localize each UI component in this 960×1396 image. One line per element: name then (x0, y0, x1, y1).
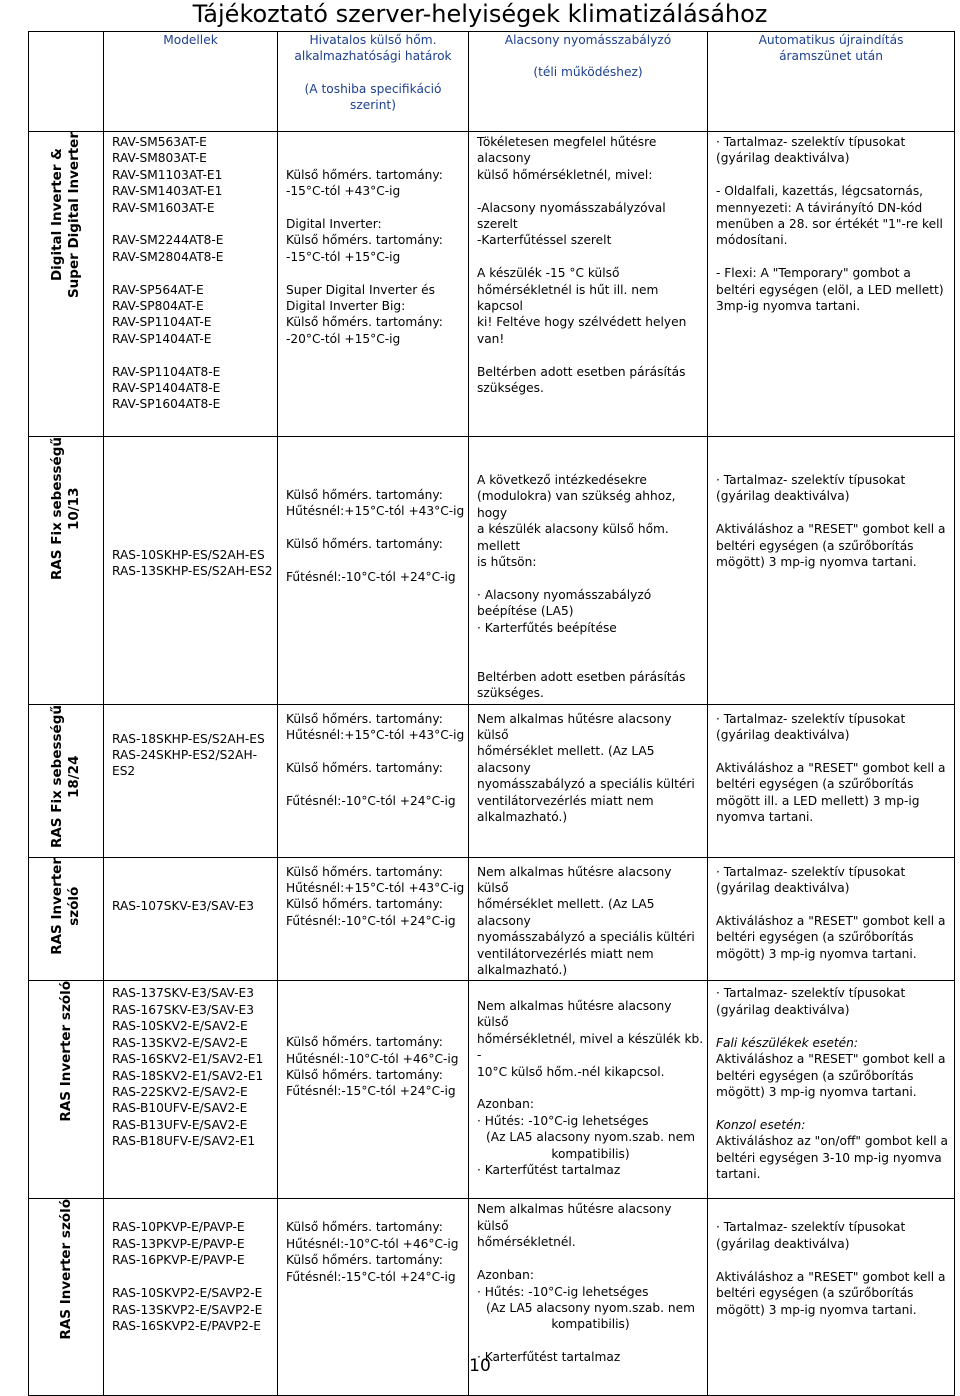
limits-line: Hűtésnél:+15°C-tól +43°C-ig (286, 504, 465, 519)
limits-cell (278, 981, 469, 1199)
lowpress-line: kompatibilis) (551, 1146, 630, 1161)
header-models: Modellek (104, 32, 278, 132)
limits-line (286, 776, 465, 792)
restart-line: beltéri egységen (a szűrőborítás (716, 930, 914, 945)
limits-line: Külső hőmérs. tartomány: (286, 1253, 443, 1268)
limits-line: -20°C-tól +15°C-ig (286, 331, 401, 346)
restart-line: · Tartalmaz- szelektív típusokat (716, 135, 906, 149)
limits-line: Külső hőmérs. tartomány: (286, 1035, 443, 1050)
lowpress-line: hőmérsékletnél. (477, 1235, 576, 1250)
models-line: RAS-10SKVP2-E/SAVP2-E (112, 1286, 263, 1301)
lowpress-line: · Karterfűtést tartalmaz (477, 1350, 621, 1365)
restart-line: mennyezeti: A távirányító DN-kód (716, 200, 923, 215)
category-line: RAS Inverter szóló (57, 1199, 74, 1341)
limits-line (286, 743, 465, 759)
models-line: RAS-B13UFV-E/SAV2-E (112, 1117, 248, 1132)
category-label (29, 857, 104, 981)
limits-line (286, 553, 465, 569)
limits-line (286, 134, 465, 150)
models-line: RAS-B10UFV-E/SAV2-E (112, 1101, 248, 1116)
models-line: RAV-SP804AT-E (112, 299, 204, 314)
models-line: RAS-16PKVP-E/PAVP-E (112, 1253, 245, 1268)
models-line: RAV-SM563AT-E (112, 135, 207, 149)
category-line: 10/13 (66, 487, 82, 530)
restart-line: Konzol esetén: (716, 1117, 806, 1132)
category-label (29, 437, 104, 705)
models-line: RAS-167SKV-E3/SAV-E3 (112, 1002, 255, 1017)
lowpress-line: Beltérben adott esetben párásítás (477, 364, 686, 379)
models-line: RAS-13PKVP-E/PAVP-E (112, 1236, 245, 1251)
models-line (112, 347, 274, 363)
restart-line: nyomva tartani. (716, 810, 814, 825)
restart-line: (gyárilag deaktiválva) (716, 489, 850, 504)
lowpress-line: A készülék -15 °C külső (477, 266, 620, 281)
limits-line: Külső hőmérs. tartomány: (286, 537, 443, 552)
lowpress-cell (469, 132, 708, 437)
restart-line (716, 1018, 951, 1034)
lowpress-cell (469, 857, 708, 981)
models-line: RAV-SP1404AT8-E (112, 381, 221, 396)
lowpress-line: Nem alkalmas hűtésre alacsony külső (477, 1202, 672, 1233)
restart-line: · Tartalmaz- szelektív típusokat (716, 1220, 906, 1235)
category-line: RAS Fix sebességű (49, 704, 65, 848)
restart-line (716, 1252, 951, 1268)
models-line: RAV-SM1103AT-E1 (112, 167, 223, 182)
limits-line: Fűtésnél:-10°C-tól +24°C-ig (286, 793, 456, 808)
lowpress-line: · Karterfűtés beépítése (477, 620, 617, 635)
models-cell (104, 981, 278, 1199)
category-line: RAS Inverter (49, 857, 65, 955)
lowpress-line (477, 981, 704, 997)
models-line: RAV-SP1104AT-E (112, 315, 212, 330)
lowpress-line: (Az LA5 alacsony nyom.szab. nem (486, 1300, 695, 1315)
header-restart: Automatikus újraindítás áramszünet után (708, 32, 955, 132)
header-row (29, 32, 955, 132)
restart-line (716, 1100, 951, 1116)
lowpress-line: -Alacsony nyomásszabályzóval szerelt (477, 200, 666, 232)
restart-line: (gyárilag deaktiválva) (716, 1236, 850, 1251)
limits-line: Hűtésnél:+15°C-tól +43°C-ig (286, 881, 465, 896)
limits-line: Digital Inverter: (286, 216, 382, 231)
models-line: RAS-10PKVP-E/PAVP-E (112, 1220, 245, 1235)
lowpress-line: · Karterfűtést tartalmaz (477, 1162, 621, 1177)
models-line: RAS-13SKHP-ES/S2AH-ES2 (112, 564, 273, 579)
models-line: RAV-SM2244AT8-E (112, 233, 224, 248)
restart-line (716, 505, 951, 521)
lowpress-line: alkalmazható.) (477, 810, 568, 825)
limits-line: Hűtésnél:+15°C-tól +43°C-ig (286, 728, 465, 743)
restart-line: mögött) 3 mp-ig nyomva tartani. (716, 555, 917, 570)
restart-line: · Tartalmaz- szelektív típusokat (716, 986, 906, 1001)
models-line: RAV-SM1403AT-E1 (112, 184, 223, 199)
models-line: RAS-24SKHP-ES2/S2AH- (112, 748, 258, 763)
lowpress-line: alkalmazható.) (477, 963, 568, 978)
lowpress-line: külső hőmérsékletnél, mivel: (477, 167, 653, 182)
models-line (112, 216, 274, 232)
restart-cell (708, 132, 955, 437)
restart-line (716, 743, 951, 759)
limits-line: Külső hőmérs. tartomány: (286, 897, 443, 912)
restart-line: Aktiváláshoz a "RESET" gombot kell a (716, 522, 946, 537)
lowpress-line: A következő intézkedésekre (477, 473, 647, 487)
lowpress-cell (469, 437, 708, 705)
lowpress-line: hőmérséklet mellett. (Az LA5 alacsony (477, 744, 655, 775)
table-row (29, 704, 955, 857)
models-line: RAV-SM2804AT8-E (112, 249, 224, 264)
models-line: RAV-SP1104AT8-E (112, 364, 221, 379)
restart-line: · Tartalmaz- szelektív típusokat (716, 864, 906, 879)
restart-line: (gyárilag deaktiválva) (716, 728, 850, 743)
lowpress-line: hőmérsékletnél, mivel a készülék kb. - (477, 1031, 704, 1063)
restart-line: · Tartalmaz- szelektív típusokat (716, 711, 906, 726)
table-row (29, 437, 955, 705)
category-label (29, 132, 104, 437)
lowpress-line (477, 347, 704, 363)
restart-line: módosítani. (716, 233, 788, 248)
models-line: RAV-SP564AT-E (112, 282, 204, 297)
category-line: RAS Inverter szóló (57, 981, 74, 1123)
restart-line: - Oldalfali, kazettás, légcsatornás, (716, 184, 924, 199)
limits-cell (278, 132, 469, 437)
lowpress-line: a készülék alacsony külső hőm. mellett (477, 522, 669, 553)
limits-line: -15°C-tól +43°C-ig (286, 184, 401, 199)
limits-line: Külső hőmérs. tartomány: (286, 1068, 443, 1083)
models-line: RAS-137SKV-E3/SAV-E3 (112, 986, 255, 1001)
limits-line (286, 265, 465, 281)
models-line: RAS-10SKHP-ES/S2AH-ES (112, 548, 265, 562)
restart-line: Aktiváláshoz a "RESET" gombot kell a (716, 1052, 946, 1067)
limits-line: Külső hőmérs. tartomány: (286, 315, 443, 330)
models-cell (104, 132, 278, 437)
restart-line: (gyárilag deaktiválva) (716, 1002, 850, 1017)
limits-cell (278, 704, 469, 857)
lowpress-line: ventilátorvezérlés miatt nem (477, 946, 654, 961)
restart-line: (gyárilag deaktiválva) (716, 151, 850, 166)
limits-line: Külső hőmérs. tartomány: (286, 488, 443, 502)
models-line (112, 1269, 274, 1285)
category-line: szóló (66, 886, 82, 926)
lowpress-line (477, 652, 704, 668)
models-line: RAS-22SKV2-E/SAV2-E (112, 1084, 248, 1099)
restart-cell (708, 704, 955, 857)
models-cell (104, 857, 278, 981)
lowpress-line: Azonban: (477, 1097, 534, 1112)
limits-line: Külső hőmérs. tartomány: (286, 167, 443, 182)
limits-line: Fűtésnél:-10°C-tól +24°C-ig (286, 570, 456, 584)
restart-line: Aktiváláshoz az "on/off" gombot kell a (716, 1134, 949, 1149)
lowpress-line (477, 570, 704, 586)
category-label (29, 981, 104, 1199)
lowpress-line (477, 1080, 704, 1096)
restart-line: Aktiváláshoz a "RESET" gombot kell a (716, 1269, 946, 1284)
models-line: RAV-SM1603AT-E (112, 200, 215, 215)
models-line: RAS-18SKV2-E1/SAV2-E1 (112, 1068, 264, 1083)
restart-cell (708, 437, 955, 705)
lowpress-line: ki! Feltéve hogy szélvédett helyen van! (477, 315, 687, 346)
lowpress-cell (469, 981, 708, 1199)
lowpress-line: 10°C külső hőm.-nél kikapcsol. (477, 1064, 665, 1079)
lowpress-line: szükséges. (477, 381, 544, 396)
models-line: RAS-16SKV2-E1/SAV2-E1 (112, 1052, 264, 1067)
limits-line (286, 200, 465, 216)
restart-line: · Tartalmaz- szelektív típusokat (716, 473, 906, 487)
restart-line: menüben a 28. sor értékét "1"-re kell (716, 217, 943, 232)
limits-line (286, 1001, 465, 1017)
limits-cell (278, 857, 469, 981)
limits-line: Hűtésnél:-10°C-tól +46°C-ig (286, 1236, 459, 1251)
lowpress-line: Azonban: (477, 1268, 534, 1283)
lowpress-line: Tökéletesen megfelel hűtésre alacsony (477, 135, 657, 166)
lowpress-line (477, 1333, 704, 1349)
lowpress-line (477, 636, 704, 652)
lowpress-line: is hűtsön: (477, 555, 537, 570)
lowpress-line: -Karterfűtéssel szerelt (477, 233, 612, 248)
restart-cell (708, 857, 955, 981)
lowpress-line: · Hűtés: -10°C-ig lehetséges (477, 1284, 649, 1299)
limits-line: Fűtésnél:-15°C-tól +24°C-ig (286, 1084, 456, 1099)
limits-line (286, 520, 465, 536)
restart-line: beltéri egységen (a szűrőborítás (716, 538, 914, 553)
table-row (29, 981, 955, 1199)
models-line: RAS-10SKV2-E/SAV2-E (112, 1019, 248, 1034)
category-line: 18/24 (66, 754, 82, 798)
restart-line: beltéri egységen (a szűrőborítás (716, 1286, 914, 1301)
models-cell (104, 704, 278, 857)
lowpress-line: kompatibilis) (551, 1317, 630, 1332)
restart-line: mögött) 3 mp-ig nyomva tartani. (716, 1302, 917, 1317)
restart-line: Aktiváláshoz a "RESET" gombot kell a (716, 913, 946, 928)
models-line: RAV-SP1604AT8-E (112, 397, 221, 412)
models-line: RAS-13SKV2-E/SAV2-E (112, 1035, 248, 1050)
restart-line: Aktiváláshoz a "RESET" gombot kell a (716, 760, 946, 775)
restart-line: (gyárilag deaktiválva) (716, 881, 850, 896)
restart-line (716, 896, 951, 912)
limits-cell (278, 437, 469, 705)
category-label (29, 704, 104, 857)
lowpress-cell (469, 704, 708, 857)
lowpress-line: · Hűtés: -10°C-ig lehetséges (477, 1113, 649, 1128)
restart-line: mögött) 3 mp-ig nyomva tartani. (716, 1084, 917, 1099)
limits-line: Super Digital Inverter és (286, 282, 436, 297)
models-line: RAS-B18UFV-E/SAV2-E1 (112, 1134, 256, 1149)
header-lowpress: Alacsony nyomásszabályzó (téli működéshez) (469, 32, 708, 132)
limits-line: Külső hőmérs. tartomány: (286, 1220, 443, 1235)
climate-table (28, 31, 955, 1396)
models-line: ES2 (112, 764, 136, 779)
models-line: RAS-16SKVP2-E/PAVP2-E (112, 1318, 261, 1333)
restart-line: tartani. (716, 1166, 761, 1181)
restart-line: beltéri egységen (elöl, a LED mellett) (716, 282, 944, 297)
limits-line (286, 150, 465, 166)
limits-line: Külső hőmérs. tartomány: (286, 233, 443, 248)
limits-line: Fűtésnél:-10°C-tól +24°C-ig (286, 913, 456, 928)
lowpress-line: · Alacsony nyomásszabályzó (477, 587, 652, 602)
limits-line: Digital Inverter Big: (286, 299, 406, 313)
restart-line (716, 167, 951, 183)
restart-line: beltéri egységen 3-10 mp-ig nyomva (716, 1150, 942, 1165)
limits-line: Külső hőmérs. tartomány: (286, 760, 443, 775)
lowpress-line (477, 183, 704, 199)
table-row (29, 132, 955, 437)
limits-line: Fűtésnél:-15°C-tól +24°C-ig (286, 1269, 456, 1284)
lowpress-line: szükséges. (477, 686, 544, 701)
restart-line: - Flexi: A "Temporary" gombot a (716, 266, 911, 281)
table-row (29, 857, 955, 981)
lowpress-line: (modulokra) van szükség ahhoz, hogy (477, 489, 676, 520)
limits-line: Hűtésnél:-10°C-tól +46°C-ig (286, 1051, 459, 1066)
limits-line: Külső hőmérs. tartomány: (286, 864, 443, 879)
restart-line: beltéri egységen (a szűrőborítás (716, 777, 914, 792)
models-line: RAS-18SKHP-ES/S2AH-ES (112, 731, 265, 746)
lowpress-line: Nem alkalmas hűtésre alacsony külső (477, 998, 672, 1030)
lowpress-line: nyomásszabályzó a speciális kültéri (477, 777, 695, 792)
models-cell (104, 437, 278, 705)
lowpress-line: Nem alkalmas hűtésre alacsony külső (477, 711, 672, 743)
restart-line: beltéri egységen (a szűrőborítás (716, 1068, 914, 1083)
models-line: RAS-107SKV-E3/SAV-E3 (112, 898, 255, 913)
header-limits: Hivatalos külső hőm. alkalmazhatósági határok (A toshiba specifikáció szerint) (278, 32, 469, 132)
restart-line: 3mp-ig nyomva tartani. (716, 299, 861, 314)
lowpress-line: hőmérséklet mellett. (Az LA5 alacsony (477, 897, 655, 928)
restart-line: mögött) 3 mp-ig nyomva tartani. (716, 946, 917, 961)
category-line: Super Digital Inverter (66, 132, 82, 299)
lowpress-line: Nem alkalmas hűtésre alacsony külső (477, 864, 672, 896)
limits-line: -15°C-tól +15°C-ig (286, 249, 401, 264)
category-line: RAS Fix sebességű (49, 437, 65, 581)
models-line: RAS-13SKVP2-E/SAVP2-E (112, 1302, 263, 1317)
lowpress-line (477, 1251, 704, 1267)
lowpress-line (477, 249, 704, 265)
page-number: 10 (469, 1356, 491, 1376)
restart-cell (708, 981, 955, 1199)
models-line: RAV-SP1404AT-E (112, 331, 212, 346)
restart-line: Fali készülékek esetén: (716, 1035, 858, 1050)
models-line: RAV-SM803AT-E (112, 151, 207, 166)
lowpress-line: ventilátorvezérlés miatt nem (477, 793, 654, 808)
lowpress-line: hőmérsékletnél is hűt ill. nem kapcsol (477, 282, 659, 314)
header-corner (29, 32, 104, 132)
category-line: Digital Inverter & (49, 148, 65, 282)
lowpress-line: Beltérben adott esetben párásítás (477, 669, 686, 684)
page-title: Tájékoztató szerver-helyiségek klimatizálásához (192, 0, 768, 28)
lowpress-line: (Az LA5 alacsony nyom.szab. nem (486, 1130, 695, 1145)
models-line (112, 265, 274, 281)
lowpress-line: beépítése (LA5) (477, 604, 574, 619)
lowpress-line: nyomásszabályzó a speciális kültéri (477, 930, 695, 945)
limits-line: Külső hőmérs. tartomány: (286, 711, 443, 726)
restart-line: mögött ill. a LED mellett) 3 mp-ig (716, 793, 920, 808)
restart-line (716, 249, 951, 265)
limits-line (286, 1018, 465, 1034)
